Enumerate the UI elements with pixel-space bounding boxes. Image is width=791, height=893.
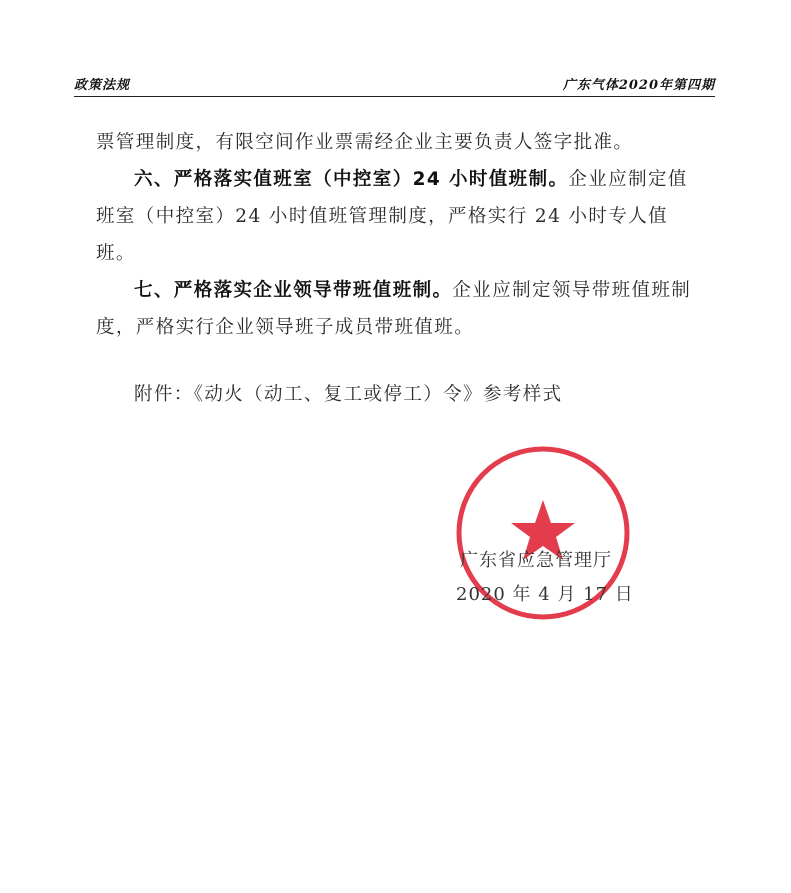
signature-organization: 广东省应急管理厅 (460, 550, 612, 571)
item-six-heading: 六、严格落实值班室（中控室）24 小时值班制。 (134, 169, 569, 190)
signature-block (456, 544, 634, 612)
header-section-label: 政策法规 (74, 78, 131, 93)
item-seven-text: 企业应制定领导带班值班制度，严格实行企业领导班子成员带班值班。 (96, 280, 692, 338)
item-six-text: 企业应制定值班室（中控室）24 小时值班管理制度，严格实行 24 小时专人值班。 (96, 169, 688, 264)
paragraph-continuation: 票管理制度，有限空间作业票需经企业主要负责人签字批准。 (96, 132, 634, 153)
paragraph-item-seven (96, 272, 696, 346)
paragraph-item-six (96, 161, 696, 272)
header-journal-issue: 广东气体2020年第四期 (562, 78, 715, 93)
document-body (96, 124, 696, 413)
header-divider (74, 96, 715, 97)
item-seven-heading: 七、严格落实企业领导带班值班制。 (134, 280, 453, 301)
signature-date: 2020 年 4 月 17 日 (456, 584, 634, 605)
attachment-line: 附件：《动火（动工、复工或停工）令》参考样式 (134, 384, 563, 405)
